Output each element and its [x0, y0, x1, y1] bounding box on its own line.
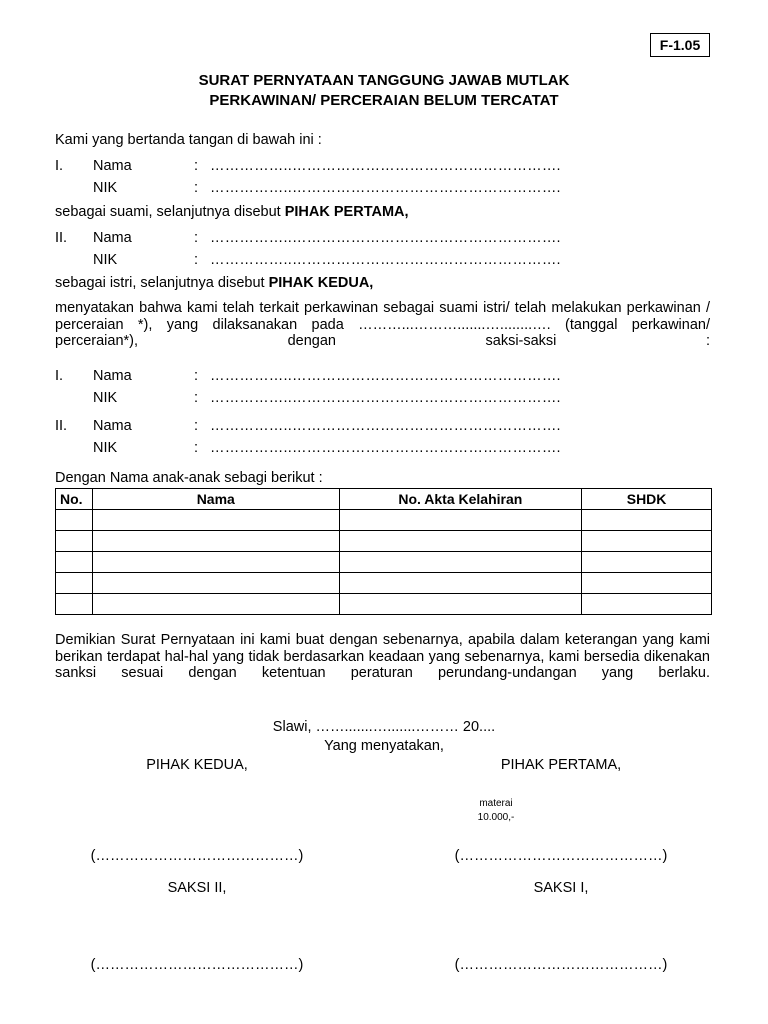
- nik-label: NIK: [93, 252, 118, 268]
- table-row: [56, 552, 712, 573]
- column-header-akta: No. Akta Kelahiran: [339, 489, 582, 510]
- dotted-fill-line: ……………..……………………………………………….: [210, 390, 561, 406]
- table-row: [56, 594, 712, 615]
- signature-line-saksi-1: (……………………………………): [454, 957, 668, 973]
- nama-label: Nama: [93, 158, 132, 174]
- table-header-row: [56, 489, 712, 510]
- colon: :: [194, 252, 199, 268]
- suami-statement: [55, 204, 409, 220]
- roman-numeral: II.: [55, 230, 68, 246]
- colon: :: [194, 418, 199, 434]
- signature-line-saksi-2: (……………………………………): [90, 957, 304, 973]
- materai-amount: 10.000,-: [477, 812, 515, 823]
- pihak-pertama-label: PIHAK PERTAMA,: [284, 204, 409, 220]
- cell-nama[interactable]: [92, 573, 339, 594]
- pihak-kedua-label: PIHAK KEDUA,: [268, 275, 374, 291]
- column-header-nama: Nama: [92, 489, 339, 510]
- suami-text: sebagai suami, selanjutnya disebut: [55, 204, 285, 220]
- column-header-shdk: SHDK: [582, 489, 712, 510]
- children-table: [55, 488, 712, 615]
- saksi-2-heading: SAKSI II,: [167, 880, 227, 896]
- colon: :: [194, 440, 199, 456]
- marriage-statement: menyatakan bahwa kami telah terkait perkawinan sebagai suami istri/ telah melakukan perkawinan / perceraian *), yang dilaksanakan pada ………...……….......…........…. (tanggal perkawinan/ perceraian*), dengan saksi-saksi :: [55, 300, 710, 349]
- table-row: [56, 531, 712, 552]
- cell-no[interactable]: [56, 510, 93, 531]
- dotted-fill-line: ……………..……………………………………………….: [210, 230, 561, 246]
- signature-line-pihak-kedua: (……………………………………): [90, 848, 304, 864]
- cell-nama[interactable]: [92, 594, 339, 615]
- table-body: [56, 510, 712, 615]
- cell-akta[interactable]: [339, 594, 582, 615]
- cell-akta[interactable]: [339, 531, 582, 552]
- place-date: Slawi, …….......….......……… 20....: [272, 719, 496, 735]
- colon: :: [194, 180, 199, 196]
- pihak-kedua-heading: PIHAK KEDUA,: [146, 757, 248, 773]
- column-header-no: No.: [56, 489, 93, 510]
- nama-label: Nama: [93, 368, 132, 384]
- istri-statement: [55, 275, 373, 291]
- roman-numeral: II.: [55, 418, 68, 434]
- roman-numeral: I.: [55, 158, 64, 174]
- istri-text: sebagai istri, selanjutnya disebut: [55, 275, 269, 291]
- signature-line-pihak-pertama: (……………………………………): [454, 848, 668, 864]
- cell-nama[interactable]: [92, 552, 339, 573]
- nama-label: Nama: [93, 418, 132, 434]
- materai-label: materai: [479, 798, 513, 809]
- cell-shdk[interactable]: [582, 552, 712, 573]
- saksi-1-heading: SAKSI I,: [533, 880, 589, 896]
- cell-shdk[interactable]: [582, 510, 712, 531]
- children-intro: Dengan Nama anak-anak sebagi berikut :: [55, 470, 323, 486]
- title-line-2: PERKAWINAN/ PERCERAIAN BELUM TERCATAT: [209, 92, 559, 109]
- nik-label: NIK: [93, 440, 118, 456]
- nik-label: NIK: [93, 390, 118, 406]
- cell-no[interactable]: [56, 573, 93, 594]
- cell-akta[interactable]: [339, 510, 582, 531]
- pihak-pertama-heading: PIHAK PERTAMA,: [500, 757, 622, 773]
- dotted-fill-line: ……………..……………………………………………….: [210, 180, 561, 196]
- cell-no[interactable]: [56, 594, 93, 615]
- cell-nama[interactable]: [92, 531, 339, 552]
- cell-shdk[interactable]: [582, 531, 712, 552]
- cell-akta[interactable]: [339, 573, 582, 594]
- form-code: F-1.05: [650, 33, 710, 57]
- dotted-fill-line: ……………..……………………………………………….: [210, 158, 561, 174]
- intro-text: Kami yang bertanda tangan di bawah ini :: [55, 132, 322, 148]
- nik-label: NIK: [93, 180, 118, 196]
- colon: :: [194, 158, 199, 174]
- dotted-fill-line: ……………..……………………………………………….: [210, 368, 561, 384]
- cell-akta[interactable]: [339, 552, 582, 573]
- yang-menyatakan: Yang menyatakan,: [324, 738, 444, 754]
- nama-label: Nama: [93, 230, 132, 246]
- roman-numeral: I.: [55, 368, 64, 384]
- dotted-fill-line: ……………..……………………………………………….: [210, 418, 561, 434]
- cell-nama[interactable]: [92, 510, 339, 531]
- table-row: [56, 510, 712, 531]
- colon: :: [194, 390, 199, 406]
- dotted-fill-line: ……………..……………………………………………….: [210, 252, 561, 268]
- cell-no[interactable]: [56, 531, 93, 552]
- cell-shdk[interactable]: [582, 573, 712, 594]
- title-line-1: SURAT PERNYATAAN TANGGUNG JAWAB MUTLAK: [198, 72, 570, 89]
- closing-statement: Demikian Surat Pernyataan ini kami buat dengan sebenarnya, apabila dalam keterangan yang kami berikan terdapat hal-hal yang tidak berdasarkan keadaan yang sebenarnya, kami bersedia dikenakan sanksi sesuai dengan ketentuan peraturan perundang-undangan yang berlaku.: [55, 632, 710, 681]
- colon: :: [194, 230, 199, 246]
- table-row: [56, 573, 712, 594]
- dotted-fill-line: ……………..……………………………………………….: [210, 440, 561, 456]
- cell-no[interactable]: [56, 552, 93, 573]
- cell-shdk[interactable]: [582, 594, 712, 615]
- colon: :: [194, 368, 199, 384]
